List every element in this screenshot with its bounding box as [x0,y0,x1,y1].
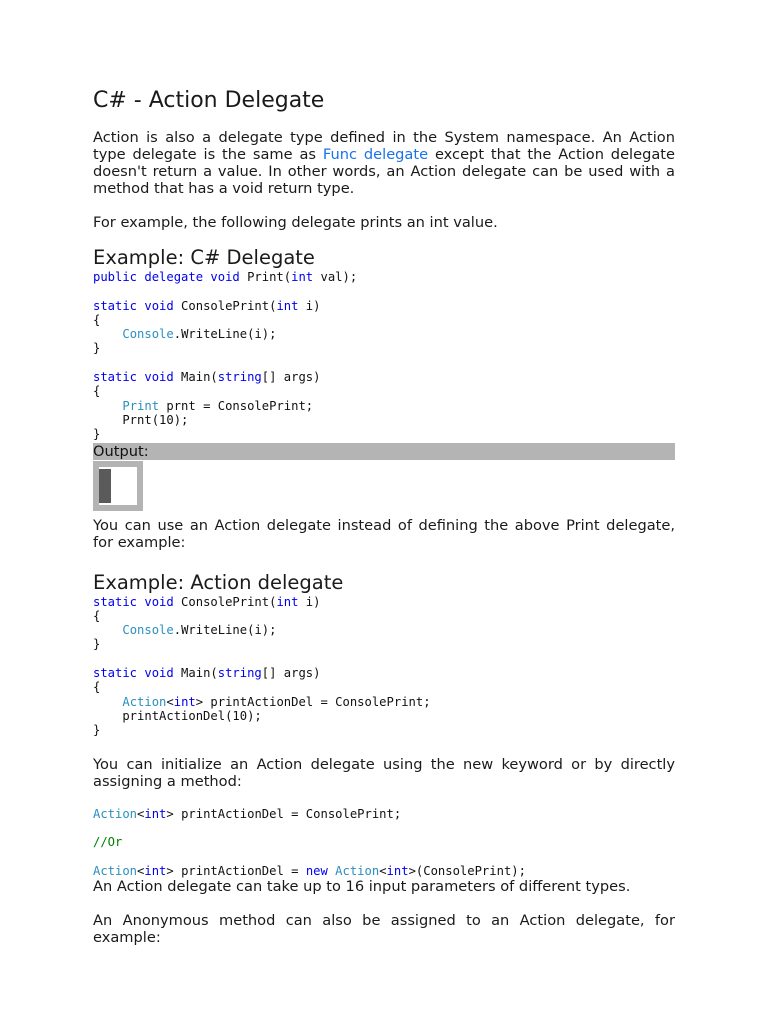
code-token: [] args) [261,666,321,681]
code-token: int [144,806,167,821]
code-line [93,313,100,327]
code-token: int [276,594,299,609]
code-line [93,413,188,427]
code-token: < [137,863,145,878]
action-intro: You can use an Action delegate instead of defining the above Print delegate, for example: [93,516,675,551]
code-token: < [137,806,145,821]
code-token [93,623,122,637]
output-label: Output: [93,443,675,460]
code-token: < [379,863,387,878]
code-token: } [93,427,101,442]
code-token: static void [93,370,174,385]
code-token: .WriteLine(i); [173,623,277,638]
code-token: } [93,637,101,652]
code-token: Print( [239,270,292,284]
example-intro: For example, the following delegate prints an int value. [93,214,498,231]
code-token: val); [313,270,358,284]
code-token: i) [298,594,321,609]
code-token: { [93,680,101,695]
code-token: Action [335,863,380,878]
code-line [93,370,320,384]
example2-code [93,595,675,738]
code-line [93,427,100,441]
code-token: } [93,341,101,356]
anon-text: An Anonymous method can also be assigned to an Action delegate, for example: [93,912,675,947]
code-line [93,341,100,355]
code-token: .WriteLine(i); [173,327,277,342]
code-line [93,270,357,284]
code-token: i) [298,298,321,313]
code-token: } [93,723,101,738]
code-token: >(ConsolePrint); [408,863,526,878]
code-token: { [93,608,101,623]
code-line [93,327,276,341]
code-token: Action [93,863,138,878]
code-line [93,609,100,623]
code-line [93,835,122,849]
code-token: public delegate void [93,270,240,284]
code-token: string [217,370,262,385]
code-token: > printActionDel = ConsolePrint; [195,694,431,709]
code-token: int [173,694,196,709]
code-token: static void [93,298,174,313]
code-token: { [93,384,101,399]
code-token: int [386,863,409,878]
code-token: ConsolePrint( [173,298,277,313]
code-token: string [217,666,262,681]
code-line [93,384,100,398]
code-token [93,399,122,413]
output-cursor [99,469,111,503]
example3-code [93,807,675,878]
code-token: Main( [173,666,218,681]
intro-text-1: Action is also a delegate type defined in the System namespace. An Action type delegate is the same as [93,129,675,163]
intro-text-2: except that the Action delegate doesn't return a value. In other words, an Action delegate can be used with a method that has a void return type. [93,146,675,197]
code-line [93,807,401,821]
params-text: An Action delegate can take up to 16 input parameters of different types. [93,878,631,896]
code-token: prnt = ConsolePrint; [159,398,314,413]
code-line [93,709,262,723]
code-token: Console [122,327,174,342]
func-delegate-link[interactable]: Func delegate [322,146,429,163]
code-token: int [144,863,167,878]
code-line [93,623,276,637]
example2-heading: Example: Action delegate [93,570,344,594]
intro-paragraph [93,129,675,197]
code-token: //Or [93,835,123,850]
code-token: printActionDel(10); [93,708,262,723]
example1-heading: Example: C# Delegate [93,246,315,269]
code-token: int [291,270,314,284]
code-token: Action [93,806,138,821]
code-line [93,864,526,878]
code-line [93,399,313,413]
code-token: > printActionDel = ConsolePrint; [166,806,402,821]
code-token: Console [122,623,174,638]
output-box [93,461,143,511]
code-token: Prnt(10); [93,412,189,427]
code-token [93,695,122,709]
code-line [93,723,100,737]
code-line [93,695,431,709]
article [93,86,675,946]
init-text: You can initialize an Action delegate using the new keyword or by directly assigning a method: [93,755,675,790]
code-token: new [305,863,328,878]
example1-code [93,270,675,442]
code-line [93,666,320,680]
code-token: > printActionDel = [166,863,306,878]
code-token [93,327,122,341]
code-line [93,595,320,609]
page-title: C# - Action Delegate [93,88,325,113]
code-token: int [276,298,299,313]
code-token: [] args) [261,370,321,385]
code-token: Action [122,694,167,709]
code-token: static void [93,594,174,609]
code-line [93,299,320,313]
code-line [93,680,100,694]
code-token: Main( [173,370,218,385]
code-token: static void [93,666,174,681]
code-token: < [166,694,174,709]
code-token: ConsolePrint( [173,594,277,609]
code-token: { [93,312,101,327]
code-line [93,637,100,651]
code-token: Print [122,398,160,413]
